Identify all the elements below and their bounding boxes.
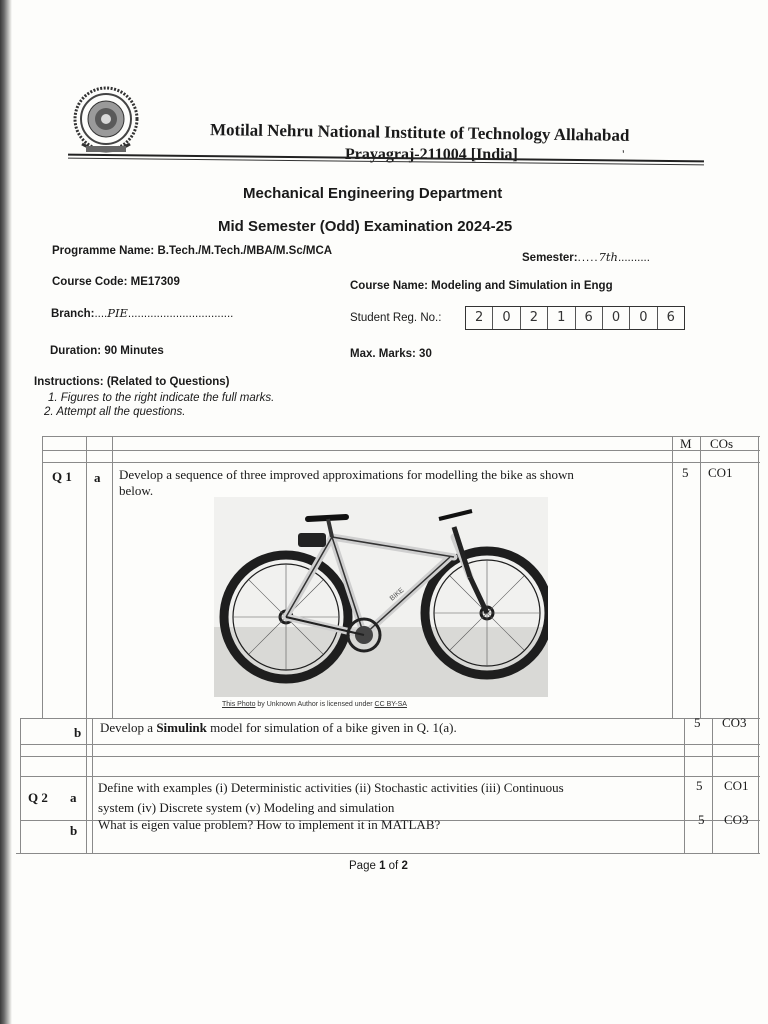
- q1a-co: CO1: [708, 465, 733, 480]
- table-rule: [20, 756, 760, 757]
- q2a-marks: 5: [696, 778, 703, 793]
- q1b-part: b: [74, 725, 82, 740]
- reg-digit: 0: [630, 307, 657, 329]
- q2b-part: b: [70, 823, 78, 838]
- semester-value: 7th: [598, 250, 618, 264]
- duration-row: [50, 345, 164, 357]
- table-rule: [672, 436, 673, 718]
- col-marks-header: M: [680, 436, 692, 451]
- course-code-row: [52, 276, 180, 288]
- course-code-label: Course Code:: [52, 276, 128, 288]
- table-rule: [86, 436, 87, 853]
- q2a-co: CO1: [724, 778, 749, 793]
- reg-digit: 6: [666, 310, 675, 325]
- table-rule: [758, 436, 759, 853]
- q2-label: Q 2: [28, 790, 48, 805]
- branch-row: Branch:....PIE.................................: [51, 306, 234, 320]
- photo-license-link[interactable]: CC BY-SA: [374, 701, 407, 708]
- max-marks-row: [350, 348, 432, 360]
- photo-credit-text: by Unknown Author is licensed under: [255, 701, 375, 708]
- branch-value: PIE: [107, 306, 128, 320]
- semester-row: Semester:.....7th..........: [522, 250, 650, 264]
- table-rule: [42, 462, 760, 463]
- max-marks-value: 30: [419, 348, 432, 360]
- q2b-text: What is eigen value problem? How to implement it in MATLAB?: [98, 817, 441, 832]
- reg-digit: 2: [521, 307, 548, 329]
- page-of: of: [385, 860, 402, 872]
- q1b-text-bold: Simulink: [156, 720, 207, 735]
- reg-digit: 1: [548, 307, 575, 329]
- table-rule: [42, 450, 760, 451]
- semester-label: Semester:: [522, 252, 578, 264]
- q1a-marks: 5: [682, 465, 689, 480]
- q2a-part: a: [70, 790, 77, 805]
- bicycle-photo: [214, 497, 548, 697]
- reg-digit: 2: [466, 307, 493, 329]
- q1-label: Q 1: [52, 469, 72, 484]
- student-reg-label: Student Reg. No.:: [350, 312, 442, 324]
- table-rule: [92, 718, 93, 853]
- table-rule: [700, 436, 701, 718]
- institute-name: Motilal Nehru National Institute of Technology Allahabad: [209, 120, 630, 145]
- q1b-text-prefix: Develop a: [100, 720, 157, 735]
- course-code-value: ME17309: [130, 276, 180, 288]
- q2b-marks: 5: [698, 812, 705, 827]
- course-name-label: Course Name:: [350, 280, 428, 292]
- q1b-co: CO3: [722, 715, 747, 730]
- programme-label: Programme Name:: [52, 245, 155, 257]
- page-total: 2: [401, 860, 408, 872]
- programme-row: [52, 245, 332, 257]
- instruction-item: 1. Figures to the right indicate the full marks.: [48, 392, 275, 404]
- max-marks-label: Max. Marks:: [350, 348, 416, 360]
- duration-value: 90 Minutes: [104, 345, 164, 357]
- table-rule: [20, 776, 760, 777]
- page-number: [349, 860, 408, 872]
- col-cos-header: COs: [710, 436, 734, 451]
- table-rule: [16, 853, 760, 854]
- q1a-part: a: [94, 470, 101, 485]
- reg-digit: 6: [576, 307, 603, 329]
- institute-logo: [72, 86, 140, 156]
- q1b-marks: 5: [694, 715, 701, 730]
- branch-label: Branch:: [51, 308, 95, 320]
- q1a-text-line2: below.: [119, 483, 154, 498]
- table-rule: [42, 436, 760, 437]
- instructions-heading: Instructions: (Related to Questions): [34, 376, 230, 388]
- table-rule: [42, 436, 43, 718]
- institute-city: Prayagraj-211004 [India]: [345, 146, 518, 163]
- table-rule: [684, 718, 685, 853]
- svg-text:BIKE: BIKE: [388, 586, 406, 603]
- exam-title: Mid Semester (Odd) Examination 2024-25: [218, 218, 513, 235]
- photo-credit: [222, 701, 407, 708]
- reg-digit: 0: [493, 307, 520, 329]
- q1a-text-line1: Develop a sequence of three improved approximations for modelling the bike as shown: [119, 467, 574, 482]
- q1b-text-suffix: model for simulation of a bike given in Q. 1(a).: [206, 720, 457, 735]
- q1b-text: [100, 720, 457, 736]
- department-title: Mechanical Engineering Department: [243, 185, 503, 202]
- programme-value: B.Tech./M.Tech./MBA/M.Sc/MCA: [157, 245, 333, 257]
- instruction-item: 2. Attempt all the questions.: [44, 406, 186, 418]
- page-current: 1: [379, 860, 386, 872]
- table-rule: [712, 718, 713, 853]
- q2a-text-line2: system (iv) Discrete system (v) Modeling and simulation: [98, 800, 395, 815]
- table-rule: [112, 436, 113, 718]
- course-name-value: Modeling and Simulation in Engg: [431, 280, 613, 292]
- student-reg-boxes: [465, 306, 685, 330]
- table-rule: [20, 718, 21, 853]
- pen-mark: ʼ: [622, 148, 625, 162]
- photo-credit-link[interactable]: This Photo: [222, 701, 256, 708]
- course-name-row: [350, 280, 613, 292]
- page-edge-shadow: [0, 0, 12, 1024]
- q2b-co: CO3: [724, 812, 749, 827]
- q2a-text-line1: Define with examples (i) Deterministic activities (ii) Stochastic activities (iii) Continuous: [98, 780, 564, 795]
- table-rule: [20, 718, 760, 719]
- duration-label: Duration:: [50, 345, 102, 357]
- page-prefix: Page: [349, 860, 380, 872]
- table-rule: [20, 744, 760, 745]
- reg-digit: 0: [603, 307, 630, 329]
